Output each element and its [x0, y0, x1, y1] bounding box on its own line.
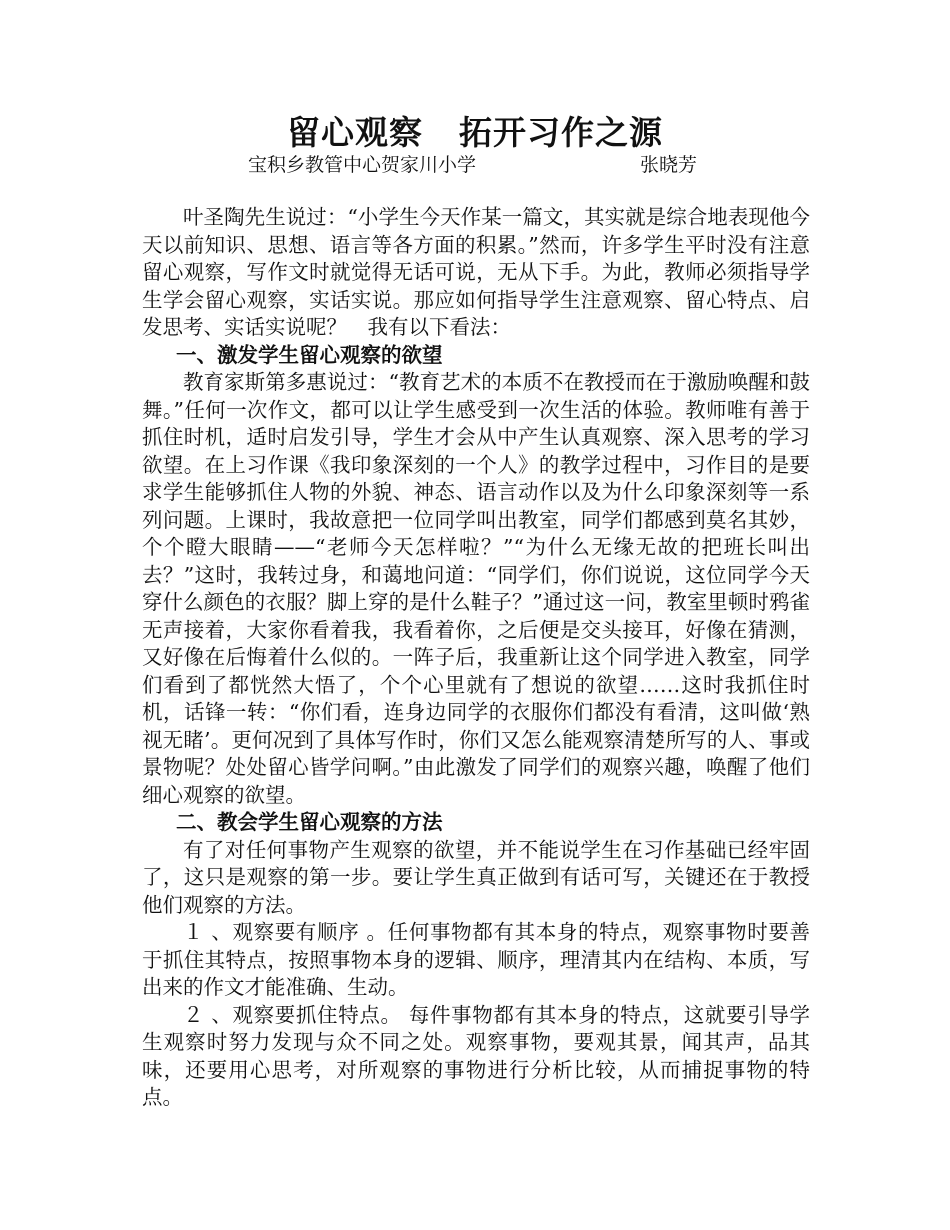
author-name: 张晓芳 — [640, 154, 698, 176]
paragraph-section-1: 教育家斯第多惠说过：“教育艺术的本质不在教授而在于激励唤醒和鼓舞。”任何一次作文，都可以让学生感受到一次生活的体验。教师唯有善于抓住时机，适时启发引导，学生才会从中产生认真观察、深入思考的学习欲望。在上习作课《我印象深刻的一个人》的教学过程中，习作目的是要求学生能够抓住人物的外貌、神态、语言动作以及为什么印象深刻等一系列问题。上课时，我故意把一位同学叫出教室，同学们都感到莫名其妙，个个瞪大眼睛——“老师今天怎样啦？”“为什么无缘无故的把班长叫出去？”这时，我转过身，和蔼地问道：“同学们，你们说说，这位同学今天穿什么颜色的衣服？脚上穿的是什么鞋子？”通过这一问，教室里顿时鸦雀无声接着，大家你看着我，我看着你，之后便是交头接耳，好像在猜测，又好像在后悔着什么似的。一阵子后，我重新让这个同学进入教室，同学们看到了都恍然大悟了，个个心里就有了想说的欲望……这时我抓住时机，话锋一转：“你们看，连身边同学的衣服你们都没有看清，这叫做‘熟视无睹’。更何况到了具体写作时，你们又怎么能观察清楚所写的人、事或景物呢？处处留心皆学问啊。”由此激发了同学们的观察兴趣，唤醒了他们细心观察的欲望。 — [142, 370, 810, 807]
title-part-1: 留心观察 — [287, 113, 423, 152]
article-body — [142, 204, 810, 1112]
paragraph-intro: 叶圣陶先生说过：“小学生今天作某一篇文，其实就是综合地表现他今天以前知识、思想、语言等各方面的积累。”然而，许多学生平时没有注意留心观察，写作文时就觉得无话可说，无从下手。为此，教师必须指导学生学会留心观察，实话实说。那应如何指导学生注意观察、留心特点、启发思考、实话实说呢？ 我有以下看法： — [142, 205, 810, 339]
section-heading-2: 二、教会学生留心观察的方法 — [176, 810, 443, 834]
author-school: 宝积乡教管中心贺家川小学 — [248, 154, 477, 176]
paragraph-section-2-intro: 有了对任何事物产生观察的欲望，并不能说学生在习作基础已经牢固了，这只是观察的第一步。要让学生真正做到有话可写，关键还在于教授他们观察的方法。 — [142, 837, 810, 917]
section-heading-1: 一、激发学生留心观察的欲望 — [176, 342, 443, 367]
document-title — [0, 112, 950, 154]
title-part-2: 拓开习作之源 — [459, 113, 663, 152]
byline — [248, 152, 698, 178]
paragraph-point-2: ２ 、观察要抓住特点。 每件事物都有其本身的特点，这就要引导学生观察时努力发现与众不同之处。观察事物，要观其景，闻其声，品其味，还要用心思考，对所观察的事物进行分析比较，从而捕捉事物的特点。 — [142, 1002, 810, 1109]
paragraph-point-1: １ 、观察要有顺序 。任何事物都有其本身的特点，观察事物时要善于抓住其特点，按照事物本身的逻辑、顺序，理清其内在结构、本质，写出来的作文才能准确、生动。 — [142, 920, 810, 999]
